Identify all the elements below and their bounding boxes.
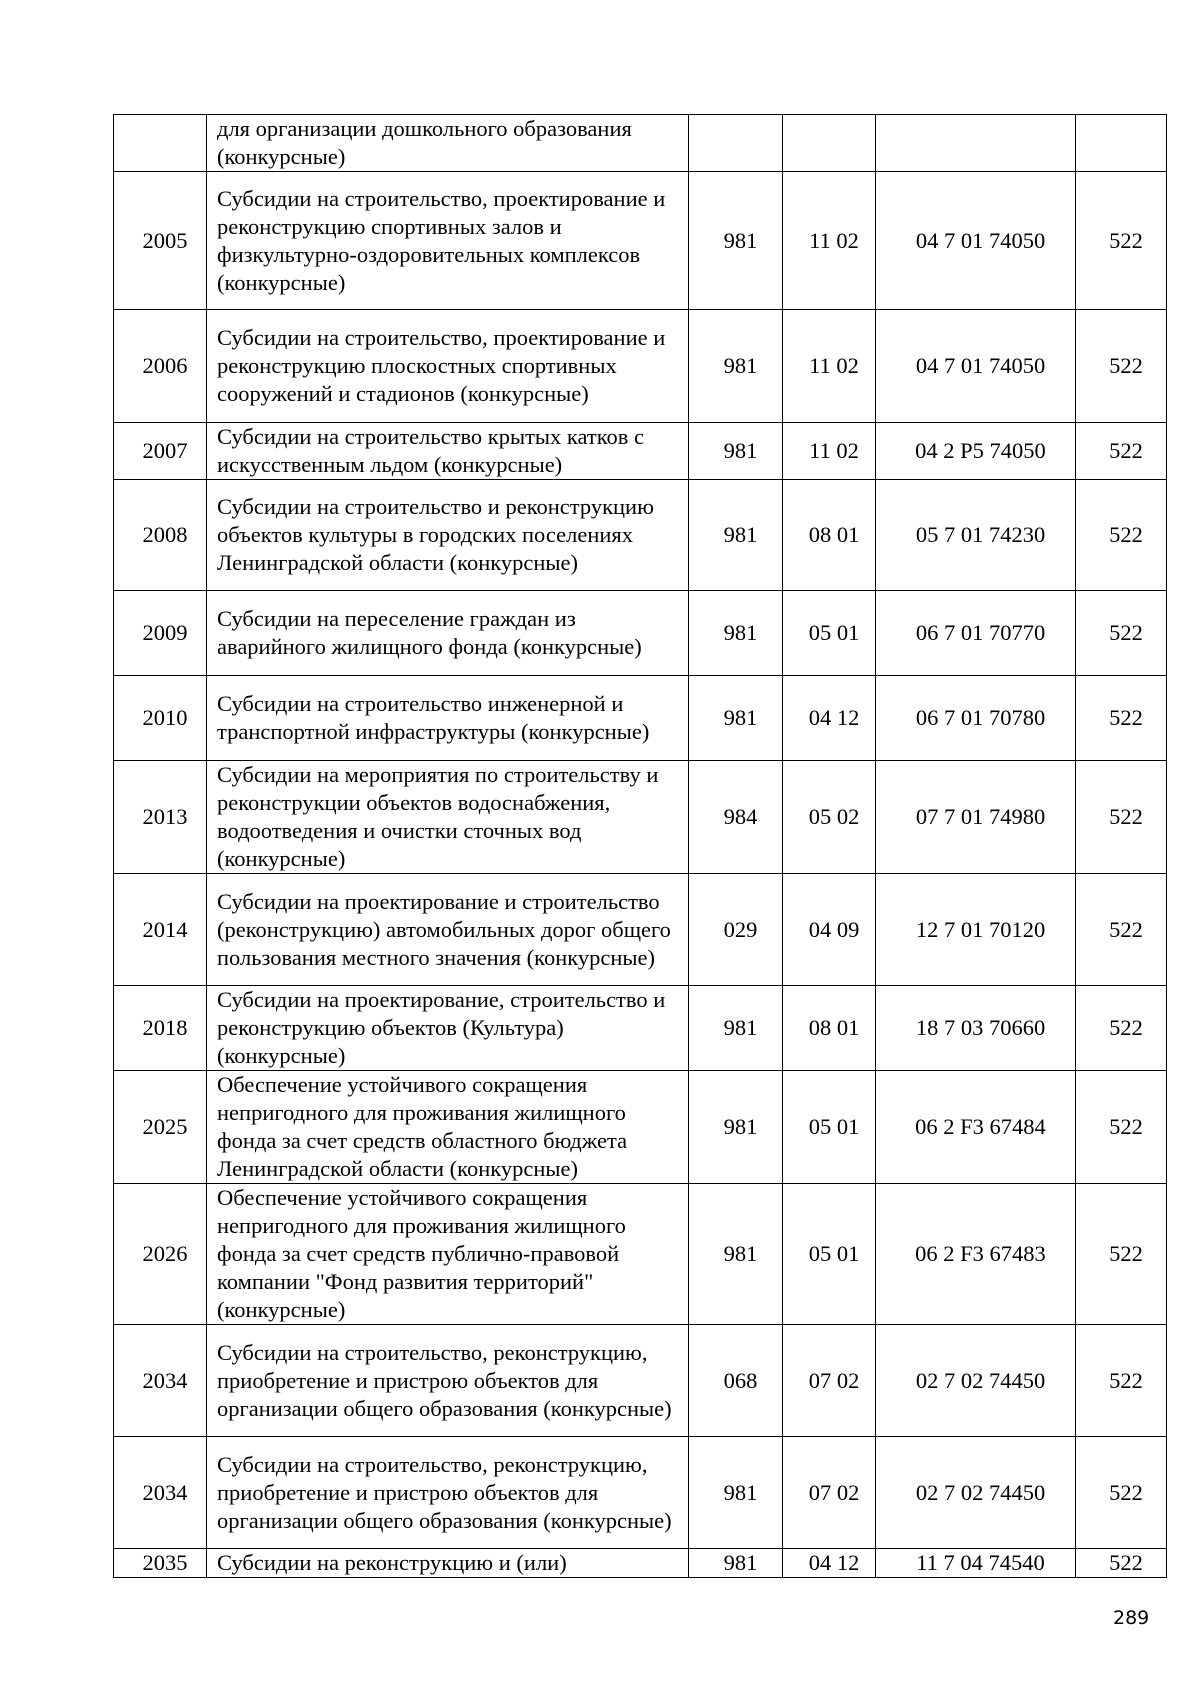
table-row [114,986,1167,1071]
section-cell: 04 09 [783,874,876,986]
description-cell: Субсидии на строительство и реконструкцию объектов культуры в городских поселениях Ленинградской области (конкурсные) [207,480,689,591]
section-cell [783,115,876,172]
code-cell: 2034 [114,1325,207,1437]
expense-type-cell: 522 [1076,761,1167,874]
section-cell: 05 01 [783,1071,876,1184]
code-cell: 2025 [114,1071,207,1184]
expense-type-cell: 522 [1076,423,1167,480]
description-cell: Субсидии на строительство инженерной и транспортной инфраструктуры (конкурсные) [207,676,689,761]
grbs-cell: 981 [689,310,783,423]
section-cell: 07 02 [783,1325,876,1437]
description-cell: Субсидии на строительство, реконструкцию, приобретение и пристрою объектов для организации общего образования (конкурсные) [207,1325,689,1437]
expense-type-cell: 522 [1076,172,1167,310]
code-cell [114,115,207,172]
expense-type-cell [1076,115,1167,172]
target-article-cell: 11 7 04 74540 [876,1549,1076,1578]
section-cell: 07 02 [783,1437,876,1549]
description-cell: Субсидии на строительство крытых катков с искусственным льдом (конкурсные) [207,423,689,480]
code-cell: 2014 [114,874,207,986]
grbs-cell: 981 [689,986,783,1071]
expense-type-cell: 522 [1076,310,1167,423]
expense-type-cell: 522 [1076,676,1167,761]
expense-type-cell: 522 [1076,1437,1167,1549]
grbs-cell: 981 [689,423,783,480]
table-row [114,310,1167,423]
grbs-cell: 981 [689,172,783,310]
expense-type-cell: 522 [1076,986,1167,1071]
description-cell: Субсидии на переселение граждан из аварийного жилищного фонда (конкурсные) [207,591,689,676]
code-cell: 2005 [114,172,207,310]
target-article-cell: 04 7 01 74050 [876,310,1076,423]
grbs-cell: 029 [689,874,783,986]
target-article-cell: 06 7 01 70780 [876,676,1076,761]
section-cell: 04 12 [783,676,876,761]
table-row [114,480,1167,591]
expense-type-cell: 522 [1076,1325,1167,1437]
code-cell: 2009 [114,591,207,676]
expense-type-cell: 522 [1076,591,1167,676]
section-cell: 05 02 [783,761,876,874]
description-cell: Субсидии на строительство, проектирование и реконструкцию спортивных залов и физкультурно-оздоровительных комплексов (конкурсные) [207,172,689,310]
grbs-cell: 981 [689,676,783,761]
grbs-cell: 981 [689,1437,783,1549]
description-cell: для организации дошкольного образования (конкурсные) [207,115,689,172]
description-cell: Субсидии на строительство, реконструкцию, приобретение и пристрою объектов для организации общего образования (конкурсные) [207,1437,689,1549]
code-cell: 2018 [114,986,207,1071]
description-cell: Субсидии на реконструкцию и (или) [207,1549,689,1578]
section-cell: 05 01 [783,1184,876,1325]
grbs-cell: 981 [689,1549,783,1578]
budget-classification-table [113,114,1167,1578]
section-cell: 04 12 [783,1549,876,1578]
page-number: 289 [1113,1607,1150,1629]
table-row [114,1437,1167,1549]
target-article-cell [876,115,1076,172]
description-cell: Обеспечение устойчивого сокращения непригодного для проживания жилищного фонда за счет средств областного бюджета Ленинградской области (конкурсные) [207,1071,689,1184]
expense-type-cell: 522 [1076,1549,1167,1578]
code-cell: 2006 [114,310,207,423]
target-article-cell: 04 7 01 74050 [876,172,1076,310]
expense-type-cell: 522 [1076,1184,1167,1325]
table-row [114,874,1167,986]
grbs-cell: 981 [689,480,783,591]
code-cell: 2035 [114,1549,207,1578]
target-article-cell: 18 7 03 70660 [876,986,1076,1071]
grbs-cell: 981 [689,1184,783,1325]
grbs-cell: 068 [689,1325,783,1437]
table-row [114,1071,1167,1184]
target-article-cell: 12 7 01 70120 [876,874,1076,986]
code-cell: 2008 [114,480,207,591]
table-row [114,423,1167,480]
target-article-cell: 02 7 02 74450 [876,1325,1076,1437]
section-cell: 08 01 [783,986,876,1071]
table-row [114,1325,1167,1437]
table-row [114,761,1167,874]
code-cell: 2026 [114,1184,207,1325]
grbs-cell: 984 [689,761,783,874]
table-row [114,1184,1167,1325]
target-article-cell: 02 7 02 74450 [876,1437,1076,1549]
grbs-cell [689,115,783,172]
code-cell: 2007 [114,423,207,480]
expense-type-cell: 522 [1076,480,1167,591]
table-row [114,172,1167,310]
target-article-cell: 07 7 01 74980 [876,761,1076,874]
description-cell: Субсидии на строительство, проектирование и реконструкцию плоскостных спортивных сооружений и стадионов (конкурсные) [207,310,689,423]
target-article-cell: 06 7 01 70770 [876,591,1076,676]
target-article-cell: 05 7 01 74230 [876,480,1076,591]
section-cell: 08 01 [783,480,876,591]
expense-type-cell: 522 [1076,1071,1167,1184]
expense-type-cell: 522 [1076,874,1167,986]
table-row [114,591,1167,676]
table-row [114,1549,1167,1578]
grbs-cell: 981 [689,591,783,676]
table-row [114,676,1167,761]
table-body [114,115,1167,1578]
description-cell: Субсидии на проектирование и строительство (реконструкцию) автомобильных дорог общего пользования местного значения (конкурсные) [207,874,689,986]
description-cell: Обеспечение устойчивого сокращения непригодного для проживания жилищного фонда за счет средств публично-правовой компании "Фонд развития территорий" (конкурсные) [207,1184,689,1325]
code-cell: 2010 [114,676,207,761]
section-cell: 05 01 [783,591,876,676]
code-cell: 2013 [114,761,207,874]
description-cell: Субсидии на мероприятия по строительству и реконструкции объектов водоснабжения, водоотведения и очистки сточных вод (конкурсные) [207,761,689,874]
description-cell: Субсидии на проектирование, строительство и реконструкцию объектов (Культура) (конкурсные) [207,986,689,1071]
code-cell: 2034 [114,1437,207,1549]
table-row [114,115,1167,172]
section-cell: 11 02 [783,423,876,480]
section-cell: 11 02 [783,310,876,423]
target-article-cell: 04 2 P5 74050 [876,423,1076,480]
target-article-cell: 06 2 F3 67484 [876,1071,1076,1184]
target-article-cell: 06 2 F3 67483 [876,1184,1076,1325]
section-cell: 11 02 [783,172,876,310]
grbs-cell: 981 [689,1071,783,1184]
